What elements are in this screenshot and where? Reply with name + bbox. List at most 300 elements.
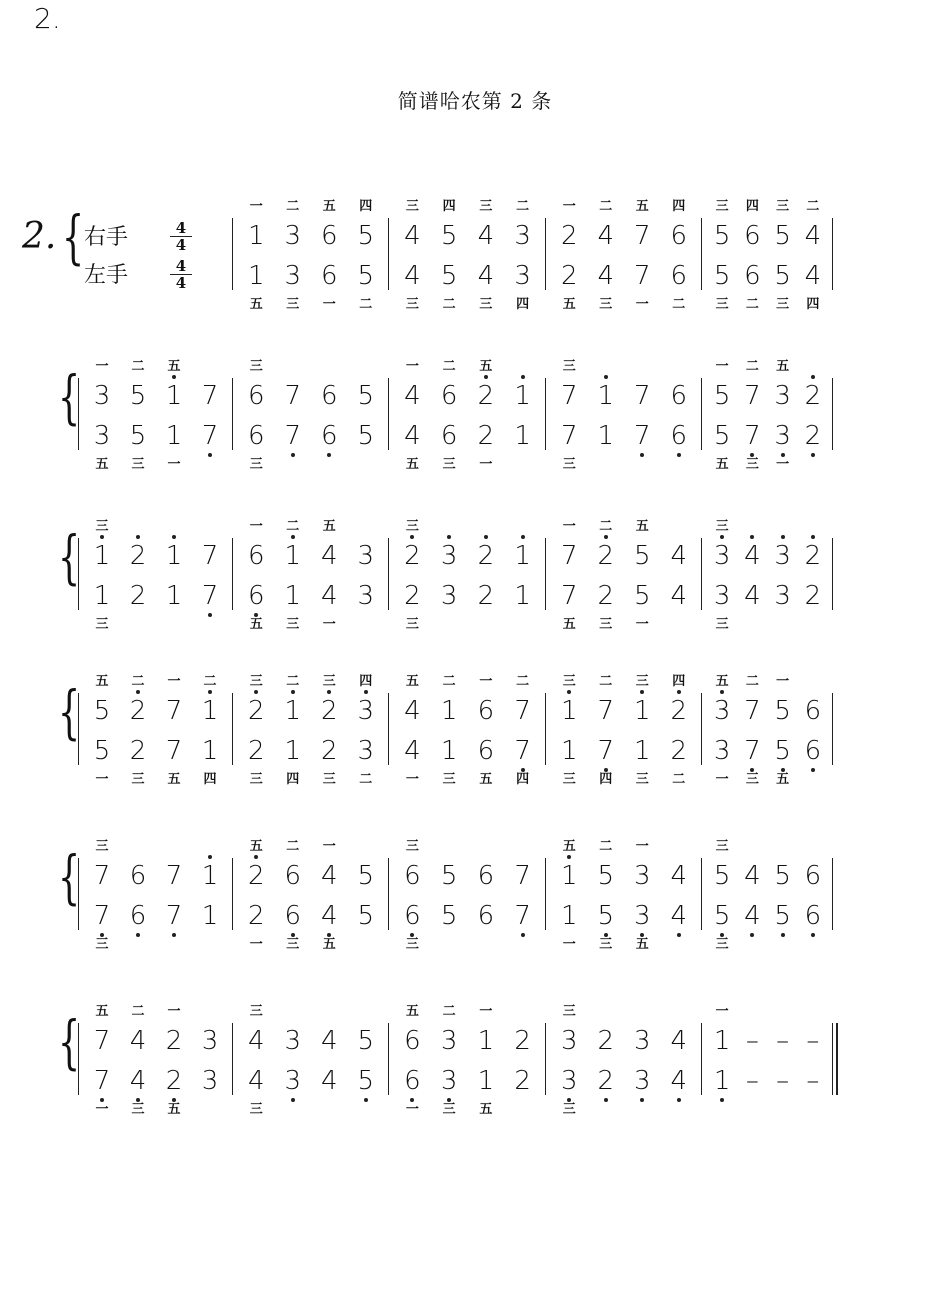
right-hand-fingering: 二 (131, 359, 145, 374)
staff-system (0, 190, 950, 330)
right-hand-fingering: 五 (95, 674, 109, 689)
left-hand-note: 5 (357, 421, 375, 451)
left-hand-note: 2 (160, 1067, 188, 1095)
bar-line (232, 858, 233, 930)
right-hand-note: 4 (404, 381, 421, 411)
left-hand-note: 5 (440, 261, 458, 291)
right-hand-note: 1 (555, 862, 583, 890)
right-hand-fingering: 五 (167, 359, 181, 374)
left-hand-note: 6 (799, 737, 827, 765)
right-hand-fingering: 五 (562, 839, 576, 854)
right-hand-fingering: 三 (405, 199, 419, 214)
right-hand-fingering: 四 (672, 674, 686, 689)
octave-dot-above (720, 690, 724, 694)
left-hand-fingering: 五 (479, 1102, 493, 1117)
right-hand-fingering: 三 (635, 674, 649, 689)
left-hand-note: 2 (477, 421, 495, 451)
left-hand-note: 2 (799, 422, 827, 450)
right-hand-note: 2 (560, 221, 578, 251)
right-hand-fingering: 四 (442, 199, 456, 214)
octave-dot-above (410, 535, 414, 539)
right-hand-note: 1 (509, 542, 537, 570)
right-hand-note: 2 (124, 697, 152, 725)
right-hand-fingering: 五 (249, 839, 263, 854)
left-hand-fingering: 四 (516, 772, 530, 787)
right-hand-fingering: 一 (405, 359, 419, 374)
left-hand-note: 7 (196, 422, 224, 450)
left-hand-note: 3 (357, 736, 375, 766)
right-hand-fingering: 三 (95, 839, 109, 854)
left-hand-fingering: 五 (479, 772, 493, 787)
right-hand-fingering: 二 (286, 519, 300, 534)
left-hand-note: 4 (320, 1066, 338, 1096)
right-hand-fingering: 三 (249, 359, 263, 374)
right-hand-fingering: 一 (249, 519, 263, 534)
left-hand-note: 5 (769, 902, 797, 930)
time-signature-denominator: 4 (175, 236, 187, 254)
left-hand-note: 6 (440, 421, 458, 451)
right-hand-note: 7 (165, 861, 183, 891)
left-hand-fingering: 三 (131, 772, 145, 787)
right-hand-fingering: 一 (562, 199, 576, 214)
left-hand-fingering: 三 (745, 772, 759, 787)
left-hand-note: 1 (201, 901, 219, 931)
octave-dot-below (327, 453, 331, 457)
right-hand-note: 2 (799, 382, 827, 410)
right-hand-note: 7 (201, 541, 219, 571)
octave-dot-above (567, 855, 571, 859)
bar-line (832, 218, 833, 290)
left-hand-note: 4 (404, 421, 421, 451)
left-hand-note: 2 (670, 736, 688, 766)
left-hand-note: 1 (165, 581, 183, 611)
right-hand-note: 6 (247, 541, 265, 571)
right-hand-note: 1 (592, 382, 620, 410)
right-hand-note: 6 (804, 696, 822, 726)
right-hand-fingering: 五 (405, 674, 419, 689)
octave-dot-below (811, 453, 815, 457)
left-hand-fingering: 二 (442, 297, 456, 312)
bar-line (832, 538, 833, 610)
left-hand-note: 6 (315, 422, 343, 450)
left-hand-fingering: 三 (322, 772, 336, 787)
octave-dot-above (484, 375, 488, 379)
octave-dot-above (291, 535, 295, 539)
left-hand-fingering: 一 (405, 1102, 419, 1117)
octave-dot-above (136, 690, 140, 694)
octave-dot-below (172, 933, 176, 937)
right-hand-note: 2 (242, 862, 270, 890)
right-hand-fingering: 五 (776, 359, 790, 374)
octave-dot-above (208, 855, 212, 859)
right-hand-note: 5 (440, 861, 458, 891)
left-hand-fingering: 三 (249, 1102, 263, 1117)
right-hand-fingering: 二 (516, 199, 530, 214)
time-signature-denominator: 4 (175, 274, 187, 292)
left-hand-fingering: 五 (95, 457, 109, 472)
left-hand-fingering: 一 (405, 772, 419, 787)
octave-dot-above (254, 690, 258, 694)
left-hand-note: 4 (744, 581, 761, 611)
right-hand-note: 3 (357, 541, 375, 571)
right-hand-fingering: 三 (249, 674, 263, 689)
left-hand-fingering: 五 (322, 937, 336, 952)
left-hand-note: 3 (628, 1067, 656, 1095)
right-hand-note: 7 (560, 381, 578, 411)
left-hand-note: 7 (738, 737, 766, 765)
bar-line (78, 693, 79, 765)
right-hand-fingering: 一 (167, 1004, 181, 1019)
right-hand-note: 2 (315, 697, 343, 725)
left-hand-note: 7 (738, 422, 766, 450)
right-hand-note: 3 (284, 221, 302, 251)
bar-line (78, 858, 79, 930)
right-hand-note: 7 (560, 541, 578, 571)
left-hand-fingering: 三 (479, 297, 493, 312)
octave-dot-below (291, 453, 295, 457)
octave-dot-below (811, 933, 815, 937)
right-hand-note: 3 (633, 861, 651, 891)
right-hand-note: 6 (129, 861, 147, 891)
left-hand-note: 4 (477, 261, 495, 291)
right-hand-note: 4 (320, 861, 338, 891)
bar-line (701, 218, 702, 290)
right-hand-note: 2 (165, 1026, 183, 1056)
left-hand-note: 1 (284, 581, 302, 611)
right-hand-fingering: 一 (479, 1004, 493, 1019)
bar-line (701, 1023, 702, 1095)
left-hand-fingering: 一 (479, 457, 493, 472)
final-bar-line (832, 1023, 838, 1095)
left-hand-note: 6 (242, 582, 270, 610)
octave-dot-above (364, 690, 368, 694)
left-hand-note: 4 (315, 902, 343, 930)
left-hand-note: 2 (477, 581, 495, 611)
left-hand-fingering: 五 (167, 772, 181, 787)
right-hand-fingering: 二 (516, 674, 530, 689)
octave-dot-above (750, 535, 754, 539)
left-hand-note: 7 (509, 902, 537, 930)
bar-line (701, 693, 702, 765)
left-hand-note: 5 (774, 261, 791, 291)
right-hand-note: 7 (93, 1026, 111, 1056)
left-hand-note: 2 (320, 736, 338, 766)
bar-line (545, 378, 546, 450)
left-hand-fingering: 三 (131, 457, 145, 472)
bar-line (701, 538, 702, 610)
right-hand-fingering: 二 (599, 839, 613, 854)
right-hand-note: 2 (124, 542, 152, 570)
staff-system (0, 665, 950, 805)
left-hand-fingering: 四 (203, 772, 217, 787)
bar-line (388, 538, 389, 610)
bar-line (832, 858, 833, 930)
left-hand-fingering: 三 (442, 1102, 456, 1117)
octave-dot-above (781, 535, 785, 539)
right-hand-fingering: 二 (442, 359, 456, 374)
right-hand-note: 4 (404, 221, 421, 251)
left-hand-note: 3 (774, 581, 791, 611)
right-hand-note: 1 (196, 697, 224, 725)
exercise-number: 2. (22, 216, 57, 257)
octave-dot-above (811, 375, 815, 379)
left-hand-note: 1 (201, 736, 219, 766)
right-hand-note: 7 (201, 381, 219, 411)
left-hand-note: 7 (560, 421, 578, 451)
right-hand-note: 5 (774, 696, 791, 726)
right-hand-note: 2 (242, 697, 270, 725)
left-hand-note: 4 (124, 1067, 152, 1095)
right-hand-fingering: 一 (479, 674, 493, 689)
left-hand-note: 7 (196, 582, 224, 610)
right-hand-fingering: 二 (286, 674, 300, 689)
left-hand-fingering: 二 (359, 297, 373, 312)
right-hand-fingering: 一 (167, 674, 181, 689)
right-hand-note: 1 (440, 696, 458, 726)
right-hand-fingering: 二 (286, 199, 300, 214)
left-hand-note: 6 (477, 901, 495, 931)
right-hand-note: 7 (514, 696, 531, 726)
octave-dot-below (677, 933, 681, 937)
left-hand-fingering: 五 (405, 457, 419, 472)
octave-dot-below (291, 1098, 295, 1102)
right-hand-note: 7 (165, 696, 183, 726)
right-hand-fingering: 五 (405, 1004, 419, 1019)
right-hand-fingering: 一 (249, 199, 263, 214)
left-hand-fingering: 三 (599, 937, 613, 952)
octave-dot-above (720, 535, 724, 539)
right-hand-note: 4 (320, 1026, 338, 1056)
right-hand-note: 5 (597, 861, 615, 891)
octave-dot-below (640, 1098, 644, 1102)
right-hand-fingering: 三 (715, 199, 729, 214)
left-hand-note: 3 (628, 902, 656, 930)
brace: { (62, 203, 85, 271)
left-hand-note: 1 (560, 901, 578, 931)
right-hand-note: 6 (477, 861, 495, 891)
right-hand-note: 3 (284, 1026, 302, 1056)
right-hand-fingering: 二 (745, 359, 759, 374)
left-hand-note: 6 (279, 902, 307, 930)
right-hand-fingering: 一 (95, 359, 109, 374)
left-hand-fingering: 三 (715, 937, 729, 952)
bar-line (78, 1023, 79, 1095)
bar-line (78, 538, 79, 610)
bar-line (388, 1023, 389, 1095)
left-hand-note: 5 (352, 1067, 380, 1095)
right-hand-fingering: 三 (405, 519, 419, 534)
right-hand-note: 4 (129, 1026, 147, 1056)
right-hand-fingering: 三 (562, 1004, 576, 1019)
left-time-signature (170, 258, 192, 291)
page-title: 简谱哈农第 2 条 (397, 89, 553, 113)
octave-dot-above (254, 855, 258, 859)
left-hand-note: 1 (514, 421, 531, 451)
right-hand-note: 3 (514, 221, 531, 251)
right-hand-fingering: 二 (203, 674, 217, 689)
right-hand-note: 4 (804, 221, 822, 251)
left-hand-note: 6 (665, 422, 693, 450)
right-hand-note: 3 (708, 697, 736, 725)
staff-system (0, 510, 950, 650)
right-hand-fingering: 三 (715, 519, 729, 534)
left-hand-note: 4 (404, 736, 421, 766)
right-hand-note: 6 (440, 381, 458, 411)
right-hand-note: 6 (404, 861, 421, 891)
left-hand-note: 1 (284, 736, 302, 766)
left-hand-fingering: 五 (635, 937, 649, 952)
right-hand-fingering: 三 (322, 674, 336, 689)
right-hand-fingering: 四 (672, 199, 686, 214)
left-hand-fingering: 五 (776, 772, 790, 787)
left-hand-note: 7 (592, 737, 620, 765)
right-hand-note: 1 (196, 862, 224, 890)
octave-dot-above (484, 535, 488, 539)
left-hand-note: 1 (560, 736, 578, 766)
left-hand-note: 2 (247, 901, 265, 931)
right-hand-note: 1 (713, 1026, 731, 1056)
right-hand-fingering: 二 (599, 674, 613, 689)
right-hand-note: 2 (799, 542, 827, 570)
octave-dot-above (291, 690, 295, 694)
brace: { (58, 363, 81, 431)
left-hand-note: 6 (124, 902, 152, 930)
bar-line (388, 378, 389, 450)
left-hand-note: 5 (592, 902, 620, 930)
bar-line (701, 378, 702, 450)
left-hand-fingering: 一 (167, 457, 181, 472)
right-hand-fingering: 三 (715, 839, 729, 854)
left-hand-note: 6 (320, 261, 338, 291)
left-hand-fingering: 三 (562, 1102, 576, 1117)
right-hand-fingering: 二 (599, 519, 613, 534)
left-hand-note: 5 (713, 261, 731, 291)
bar-line (701, 858, 702, 930)
right-hand-fingering: 四 (359, 674, 373, 689)
left-hand-fingering: 四 (806, 297, 820, 312)
left-hand-note: 2 (404, 581, 421, 611)
left-hand-note: 4 (404, 261, 421, 291)
right-hand-fingering: 一 (635, 839, 649, 854)
right-hand-note: 4 (670, 861, 688, 891)
left-hand-note: 1 (633, 736, 651, 766)
left-hand-note: – (745, 1066, 759, 1096)
bar-line (545, 858, 546, 930)
left-hand-note: – (776, 1066, 790, 1096)
left-hand-note: 3 (514, 261, 531, 291)
octave-dot-below (364, 1098, 368, 1102)
bar-line (232, 538, 233, 610)
left-hand-note: 7 (160, 902, 188, 930)
octave-dot-above (567, 690, 571, 694)
right-hand-fingering: 三 (562, 674, 576, 689)
left-hand-note: 7 (628, 422, 656, 450)
right-hand-note: 2 (665, 697, 693, 725)
octave-dot-above (521, 535, 525, 539)
right-hand-fingering: 二 (442, 1004, 456, 1019)
left-hand-label: 左手 (84, 263, 129, 288)
left-hand-fingering: 三 (599, 617, 613, 632)
left-hand-note: 3 (769, 422, 797, 450)
left-hand-note: 4 (670, 581, 688, 611)
right-hand-note: 3 (560, 1026, 578, 1056)
right-hand-note: 3 (352, 697, 380, 725)
right-hand-fingering: 五 (635, 519, 649, 534)
right-hand-note: 3 (769, 542, 797, 570)
octave-dot-above (677, 690, 681, 694)
brace: { (58, 523, 81, 591)
right-hand-note: 5 (713, 221, 731, 251)
right-hand-fingering: 三 (776, 199, 790, 214)
bar-line (832, 378, 833, 450)
right-hand-note: – (745, 1026, 759, 1056)
left-hand-note: 2 (597, 581, 615, 611)
left-hand-note: 6 (247, 421, 265, 451)
right-hand-fingering: 五 (322, 519, 336, 534)
left-hand-note: 7 (560, 581, 578, 611)
right-hand-note: 4 (670, 541, 688, 571)
right-hand-fingering: 五 (715, 674, 729, 689)
right-hand-fingering: 三 (95, 519, 109, 534)
left-hand-fingering: 三 (249, 457, 263, 472)
right-hand-note: 5 (713, 381, 731, 411)
right-hand-note: 4 (320, 541, 338, 571)
octave-dot-above (604, 375, 608, 379)
left-hand-note: 6 (799, 902, 827, 930)
left-hand-fingering: 三 (405, 617, 419, 632)
left-hand-fingering: 三 (562, 457, 576, 472)
right-hand-fingering: 四 (359, 199, 373, 214)
left-hand-note: 1 (597, 421, 615, 451)
bar-line (832, 693, 833, 765)
right-hand-fingering: 一 (715, 1004, 729, 1019)
right-hand-note: – (806, 1026, 820, 1056)
right-hand-note: 5 (633, 541, 651, 571)
right-hand-fingering: 二 (599, 199, 613, 214)
left-hand-note: 5 (357, 901, 375, 931)
right-hand-note: 6 (247, 381, 265, 411)
right-hand-note: 6 (477, 696, 495, 726)
left-hand-note: 5 (769, 737, 797, 765)
right-hand-note: 6 (320, 221, 338, 251)
left-hand-note: 6 (744, 261, 761, 291)
bar-line (545, 218, 546, 290)
right-hand-note: 5 (774, 861, 791, 891)
left-hand-note: 1 (165, 421, 183, 451)
right-hand-fingering: 五 (635, 199, 649, 214)
right-hand-note: 5 (440, 221, 458, 251)
left-hand-fingering: 五 (562, 617, 576, 632)
right-hand-note: 6 (670, 221, 688, 251)
left-hand-fingering: 四 (516, 297, 530, 312)
left-hand-fingering: 三 (405, 937, 419, 952)
left-hand-fingering: 一 (95, 1102, 109, 1117)
bar-line (388, 858, 389, 930)
octave-dot-above (327, 690, 331, 694)
left-hand-fingering: 四 (286, 772, 300, 787)
left-hand-fingering: 五 (167, 1102, 181, 1117)
left-hand-fingering: 五 (562, 297, 576, 312)
left-hand-note: 1 (514, 581, 531, 611)
left-hand-fingering: 三 (715, 297, 729, 312)
left-hand-note: 4 (738, 902, 766, 930)
left-hand-note: 6 (398, 902, 426, 930)
right-hand-note: 6 (284, 861, 302, 891)
bar-line (545, 1023, 546, 1095)
bar-line (232, 693, 233, 765)
octave-dot-above (811, 535, 815, 539)
bar-line (388, 693, 389, 765)
